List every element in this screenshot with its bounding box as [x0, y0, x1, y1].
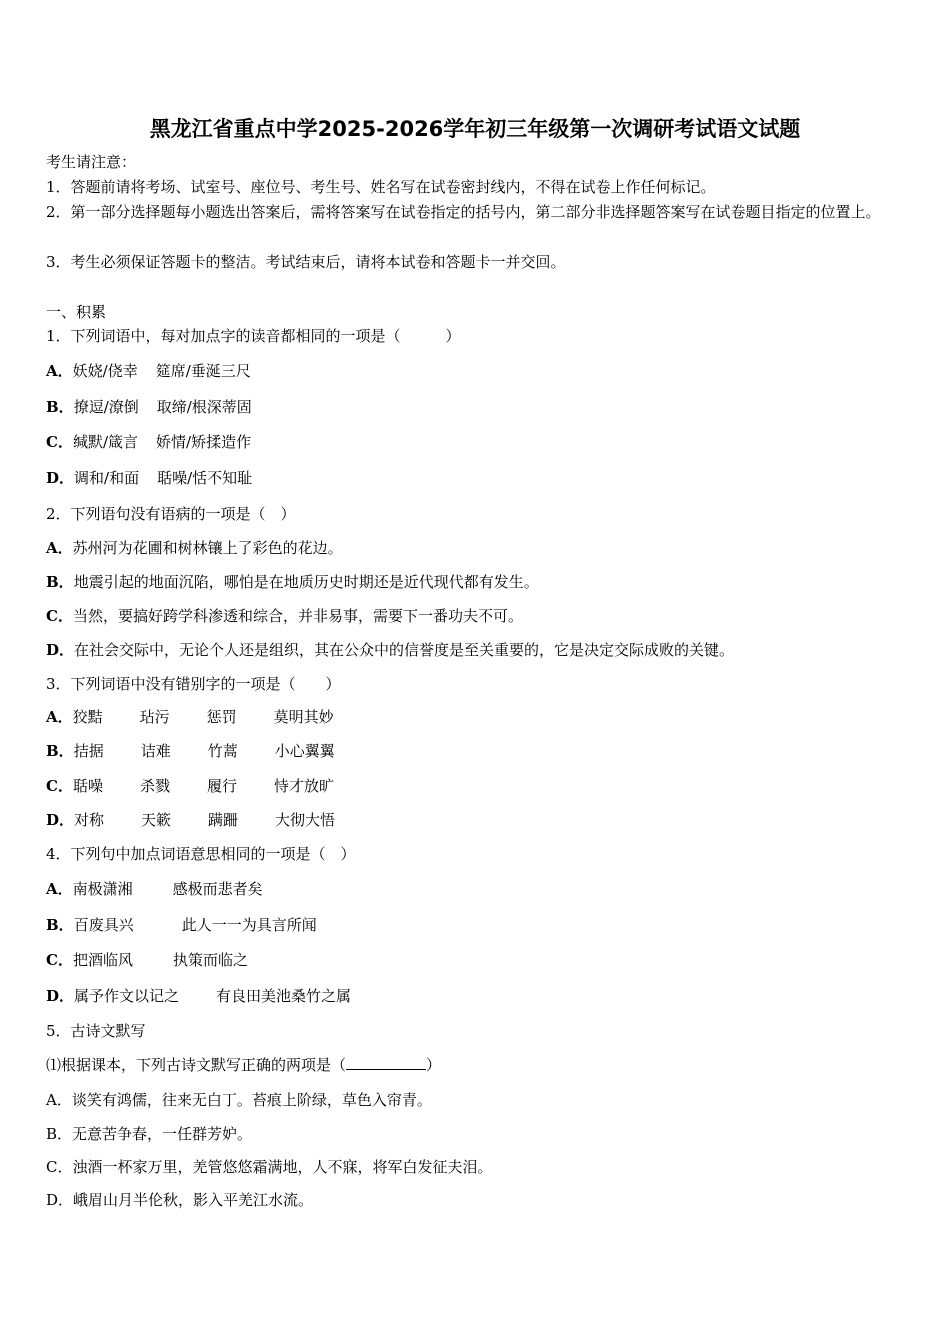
q5-option-c: C．浊酒一杯家万里，羌管悠悠霜满地，人不寐，将军白发征夫泪。 [46, 1158, 493, 1176]
notice-heading: 考生请注意： [46, 153, 137, 171]
q2-option-b: B．地震引起的地面沉陷，哪怕是在地质历史时期还是近代现代都有发生。 [46, 573, 539, 591]
q3-option-b: B．拮据 诘难 竹蒿 小心翼翼 [46, 742, 335, 760]
q5-option-d: D．峨眉山月半伦秋，影入平羌江水流。 [46, 1191, 314, 1209]
notice-item-3: 3．考生必须保证答题卡的整洁。考试结束后，请将本试卷和答题卡一并交回。 [46, 253, 566, 271]
q3-option-a: A．狡黠 玷污 惩罚 莫明其妙 [46, 708, 334, 726]
q3-option-c: C．聒噪 杀戮 履行 恃才放旷 [46, 777, 334, 795]
q5-option-a: A．谈笑有鸿儒，往来无白丁。苔痕上阶绿，草色入帘青。 [46, 1091, 432, 1109]
q2-stem: 2．下列语句没有语病的一项是（ ） [46, 505, 296, 523]
q5-stem: 5．古诗文默写 [46, 1022, 146, 1040]
q4-option-a: A．南极潇湘 感极而悲者矣 [46, 880, 263, 898]
q1-option-d: D．调和/和面 聒噪/恬不知耻 [46, 469, 253, 487]
notice-item-2: 2．第一部分选择题每小题选出答案后，需将答案写在试卷指定的括号内，第二部分非选择题答案写在试卷题目指定的位置上。 [46, 203, 881, 221]
q4-stem: 4．下列句中加点词语意思相同的一项是（ ） [46, 845, 356, 863]
q2-option-a: A．苏州河为花圃和树林镶上了彩色的花边。 [46, 539, 343, 557]
q2-option-c: C．当然，要搞好跨学科渗透和综合，并非易事，需要下一番功夫不可。 [46, 607, 523, 625]
q2-option-d: D．在社会交际中，无论个人还是组织，其在公众中的信誉度是至关重要的，它是决定交际成败的关键。 [46, 641, 735, 659]
section-heading: 一、积累 [46, 303, 107, 321]
q1-option-a: A．妖娆/侥幸 筵席/垂涎三尺 [46, 362, 251, 380]
answer-blank[interactable] [346, 1069, 426, 1070]
q3-option-d: D．对称 天簌 蹒跚 大彻大悟 [46, 811, 336, 829]
q4-option-c: C．把酒临风 执策而临之 [46, 951, 248, 969]
q4-option-b: B．百废具兴 此人一一为具言所闻 [46, 916, 317, 934]
q4-option-d: D．属予作文以记之 有良田美池桑竹之属 [46, 987, 352, 1005]
q5-sub-question: ⑴根据课本，下列古诗文默写正确的两项是（ ） [46, 1056, 442, 1074]
page-title: 黑龙江省重点中学2025-2026学年初三年级第一次调研考试语文试题 [149, 117, 801, 141]
notice-item-1: 1．答题前请将考场、试室号、座位号、考生号、姓名写在试卷密封线内，不得在试卷上作任何标记。 [46, 178, 716, 196]
q1-option-c: C．缄默/箴言 娇情/矫揉造作 [46, 433, 252, 451]
q3-stem: 3．下列词语中没有错别字的一项是（ ） [46, 675, 341, 693]
q5-option-b: B．无意苦争春，一任群芳妒。 [46, 1125, 253, 1143]
q1-stem: 1．下列词语中，每对加点字的读音都相同的一项是（ ） [46, 327, 461, 345]
q1-option-b: B．撩逗/潦倒 取缔/根深蒂固 [46, 398, 252, 416]
